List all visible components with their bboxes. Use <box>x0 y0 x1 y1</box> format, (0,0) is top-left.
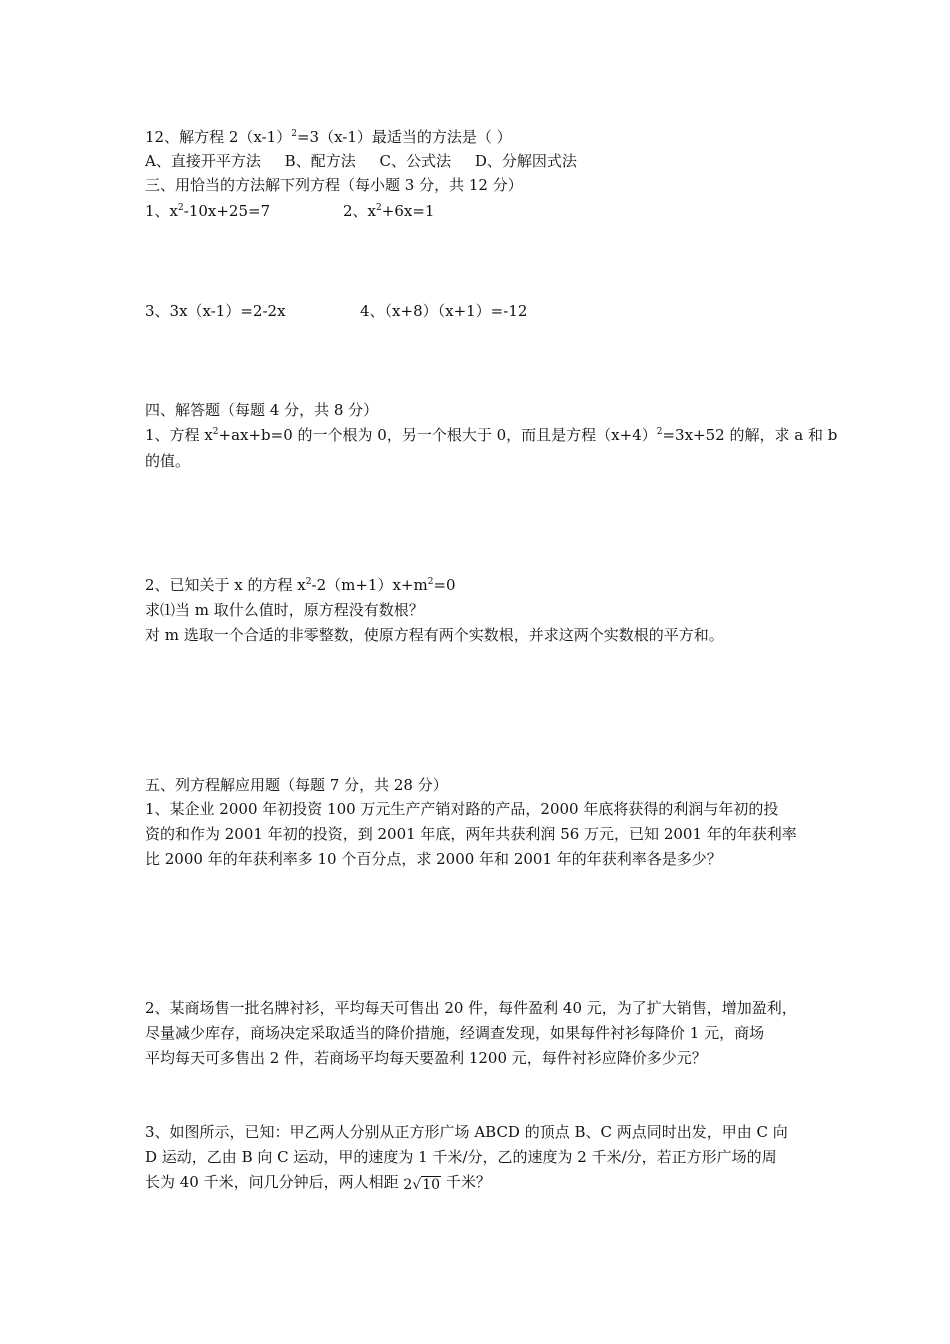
question-12-options: A、直接开平方法 B、配方法 C、公式法 D、分解因式法 <box>145 152 577 170</box>
square-root-expression: 2√10 <box>403 1177 441 1193</box>
section-5-q1-line3: 比 2000 年的年获利率多 10 个百分点，求 2000 年和 2001 年的年获利率各是多少？ <box>145 850 722 868</box>
section-5-q2-line3: 平均每天可多售出 2 件，若商场平均每天要盈利 1200 元，每件衬衫应降价多少元？ <box>145 1049 707 1067</box>
section-5-q1-line2: 资的和作为 2001 年初的投资，到 2001 年底，两年共获利润 56 万元，已知 2001 年的年获利率 <box>145 825 797 843</box>
section-4-q2-line3: 对 m 选取一个合适的非零整数，使原方程有两个实数根，并求这两个实数根的平方和。 <box>145 626 724 644</box>
section-5-q3-line1: 3、如图所示，已知：甲乙两人分别从正方形广场 ABCD 的顶点 B、C 两点同时出发，甲由 C 向 <box>145 1123 788 1141</box>
problem-3: 3、3x（x-1）=2-2x <box>145 302 286 320</box>
section-5-title: 五、列方程解应用题（每题 7 分，共 28 分） <box>145 776 448 794</box>
section-3-title: 三、用恰当的方法解下列方程（每小题 3 分，共 12 分） <box>145 176 523 194</box>
section-4-title: 四、解答题（每题 4 分，共 8 分） <box>145 401 379 419</box>
section-4-q2-line1: 2、已知关于 x 的方程 $x^2-2(m+1)x+m^2=0$ <box>145 576 456 594</box>
problem-1: 1、$x^2-10x+25=7$ <box>145 202 271 220</box>
section-5-q3-line2: D 运动，乙由 B 向 C 运动，甲的速度为 1 千米/分，乙的速度为 2 千米/分，若正方形广场的周 <box>145 1148 777 1166</box>
section-4-q1-line2: 的值。 <box>145 452 191 470</box>
section-5-q2-line2: 尽量减少库存，商场决定采取适当的降价措施，经调查发现，如果每件衬衫每降价 1 元，商场 <box>145 1024 765 1042</box>
problem-2: 2、$x^2+6x=1$ <box>343 202 435 220</box>
section-5-q2-line1: 2、某商场售一批名牌衬衫，平均每天可售出 20 件，每件盈利 40 元，为了扩大销售，增加盈利， <box>145 999 797 1017</box>
question-12-text: 12、解方程 $2(x-1)^2=3(x-1)$最适当的方法是（ ） <box>145 128 512 146</box>
section-4-q2-line2: 求⑴当 m 取什么值时，原方程没有数根？ <box>145 601 424 619</box>
problem-4: 4、（x+8）（x+1）=-12 <box>360 302 528 320</box>
section-5-q1-line1: 1、某企业 2000 年初投资 100 万元生产产销对路的产品，2000 年底将获得的利润与年初的投 <box>145 800 779 818</box>
section-5-q3-line3: 长为 40 千米，问几分钟后，两人相距 2√10 千米？ <box>145 1171 491 1193</box>
section-4-q1-line1: 1、方程 $x^2+ax+b=0$ 的一个根为 0，另一个根大于 0，而且是方程$(x+4)^2=3x+52$ 的解，求 a 和 b <box>145 426 838 444</box>
